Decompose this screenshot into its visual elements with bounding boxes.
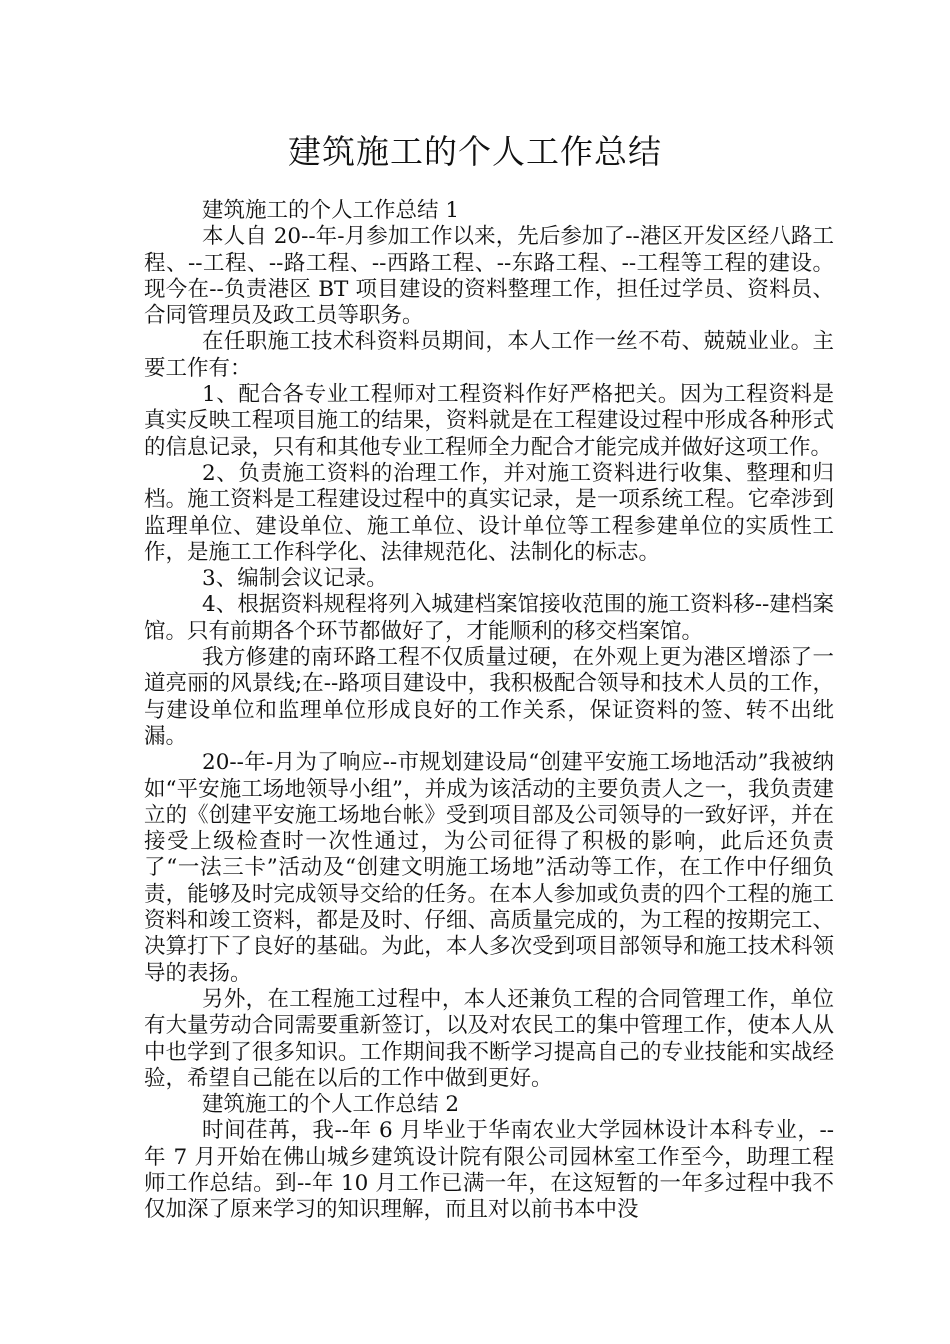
list-item: 4、根据资料规程将列入城建档案馆接收范围的施工资料移--建档案馆。只有前期各个环节都做好了，才能顺利的移交档案馆。 [144, 592, 834, 644]
list-item: 3、编制会议记录。 [202, 566, 388, 592]
paragraph: 时间荏苒，我--年 6 月毕业于华南农业大学园林设计本科专业，--年 7 月开始在佛山城乡建筑设计院有限公司园林室工作至今，助理工程师工作总结。到--年 10 月工作已满一年，在这短暂的一年多过程中我不仅加深了原来学习的知识理解，而且对以前书本中没 [144, 1118, 834, 1223]
document-body [144, 198, 834, 1224]
section-heading-2: 建筑施工的个人工作总结 2 [202, 1092, 460, 1118]
section-heading-1: 建筑施工的个人工作总结 1 [202, 198, 460, 223]
paragraph: 我方修建的南环路工程不仅质量过硬，在外观上更为港区增添了一道亮丽的风景线;在--路项目建设中，我积极配合领导和技术人员的工作，与建设单位和监理单位形成良好的工作关系，保证资料的签、转不出纰漏。 [144, 645, 834, 749]
list-item: 2、负责施工资料的治理工作，并对施工资料进行收集、整理和归档。施工资料是工程建设过程中的真实记录，是一项系统工程。它牵涉到监理单位、建设单位、施工单位、设计单位等工程参建单位的实质性工作，是施工工作科学化、法律规范化、法制化的标志。 [144, 460, 834, 565]
paragraph: 在任职施工技术科资料员期间，本人工作一丝不苟、兢兢业业。主要工作有： [144, 329, 834, 381]
list-item: 1、配合各专业工程师对工程资料作好严格把关。因为工程资料是真实反映工程项目施工的结果，资料就是在工程建设过程中形成各种形式的信息记录，只有和其他专业工程师全力配合才能完成并做好这项工作。 [144, 382, 834, 460]
paragraph: 本人自 20--年-月参加工作以来，先后参加了--港区开发区经八路工程、--工程、--路工程、--西路工程、--东路工程、--工程等工程的建设。现今在--负责港区 BT 项目建设的资料整理工作，担任过学员、资料员、合同管理员及政工员等职务。 [144, 224, 834, 329]
paragraph: 另外，在工程施工过程中，本人还兼负工程的合同管理工作，单位有大量劳动合同需要重新签订，以及对农民工的集中管理工作，使本人从中也学到了很多知识。工作期间我不断学习提高自己的专业技能和实战经验，希望自己能在以后的工作中做到更好。 [144, 986, 834, 1091]
paragraph: 20--年-月为了响应--市规划建设局“创建平安施工场地活动”我被纳如“平安施工场地领导小组”，并成为该活动的主要负责人之一，我负责建立的《创建平安施工场地台帐》受到项目部及公司领导的一致好评，并在接受上级检查时一次性通过，为公司征得了积极的影响，此后还负责了“一法三卡”活动及“创建文明施工场地”活动等工作，在工作中仔细负责，能够及时完成领导交给的任务。在本人参加或负责的四个工程的施工资料和竣工资料，都是及时、仔细、高质量完成的，为工程的按期完工、决算打下了良好的基础。为此，本人多次受到项目部领导和施工技术科领导的表扬。 [144, 750, 834, 986]
document-title: 建筑施工的个人工作总结 [288, 132, 662, 171]
